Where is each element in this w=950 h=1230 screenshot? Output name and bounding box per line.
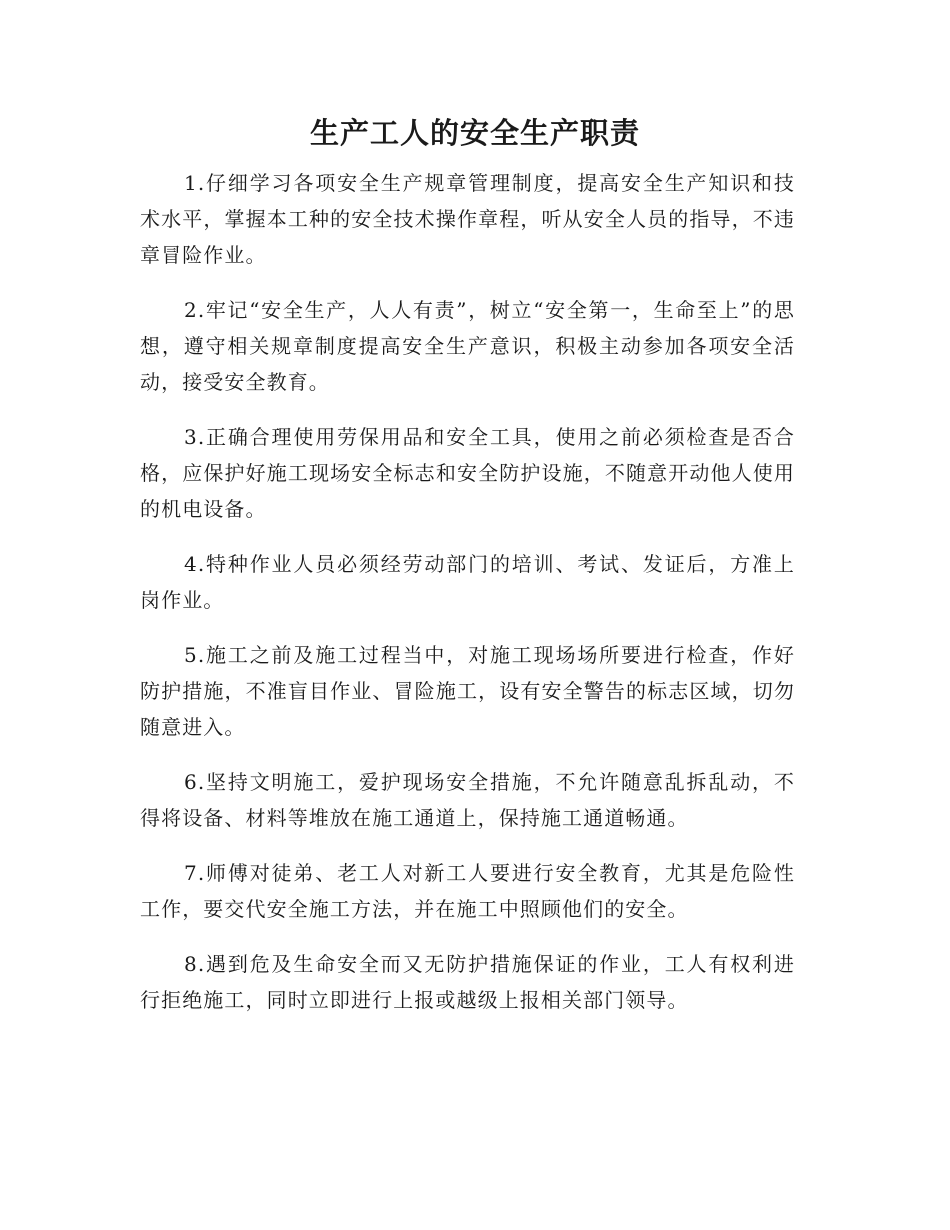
paragraph-3: 3.正确合理使用劳保用品和安全工具，使用之前必须检查是否合格，应保护好施工现场安全标志和安全防护设施，不随意开动他人使用的机电设备。 [140,425,795,521]
page-title: 生产工人的安全生产职责 [309,116,640,150]
paragraph-7: 7.师傅对徒弟、老工人对新工人要进行安全教育，尤其是危险性工作，要交代安全施工方法，并在施工中照顾他们的安全。 [140,861,795,921]
document-body [140,165,795,1037]
paragraph-8: 8.遇到危及生命安全而又无防护措施保证的作业，工人有权利进行拒绝施工，同时立即进行上报或越级上报相关部门领导。 [140,952,795,1012]
paragraph-2: 2.牢记“安全生产，人人有责”，树立“安全第一，生命至上”的思想，遵守相关规章制度提高安全生产意识，积极主动参加各项安全活动，接受安全教育。 [140,298,795,394]
paragraph-6: 6.坚持文明施工，爱护现场安全措施，不允许随意乱拆乱动，不得将设备、材料等堆放在施工通道上，保持施工通道畅通。 [140,770,795,830]
paragraph-5: 5.施工之前及施工过程当中，对施工现场场所要进行检查，作好防护措施，不准盲目作业、冒险施工，设有安全警告的标志区域，切勿随意进入。 [140,643,795,739]
paragraph-1: 1.仔细学习各项安全生产规章管理制度，提高安全生产知识和技术水平，掌握本工种的安全技术操作章程，听从安全人员的指导，不违章冒险作业。 [140,171,795,267]
paragraph-4: 4.特种作业人员必须经劳动部门的培训、考试、发证后，方准上岗作业。 [140,552,795,612]
